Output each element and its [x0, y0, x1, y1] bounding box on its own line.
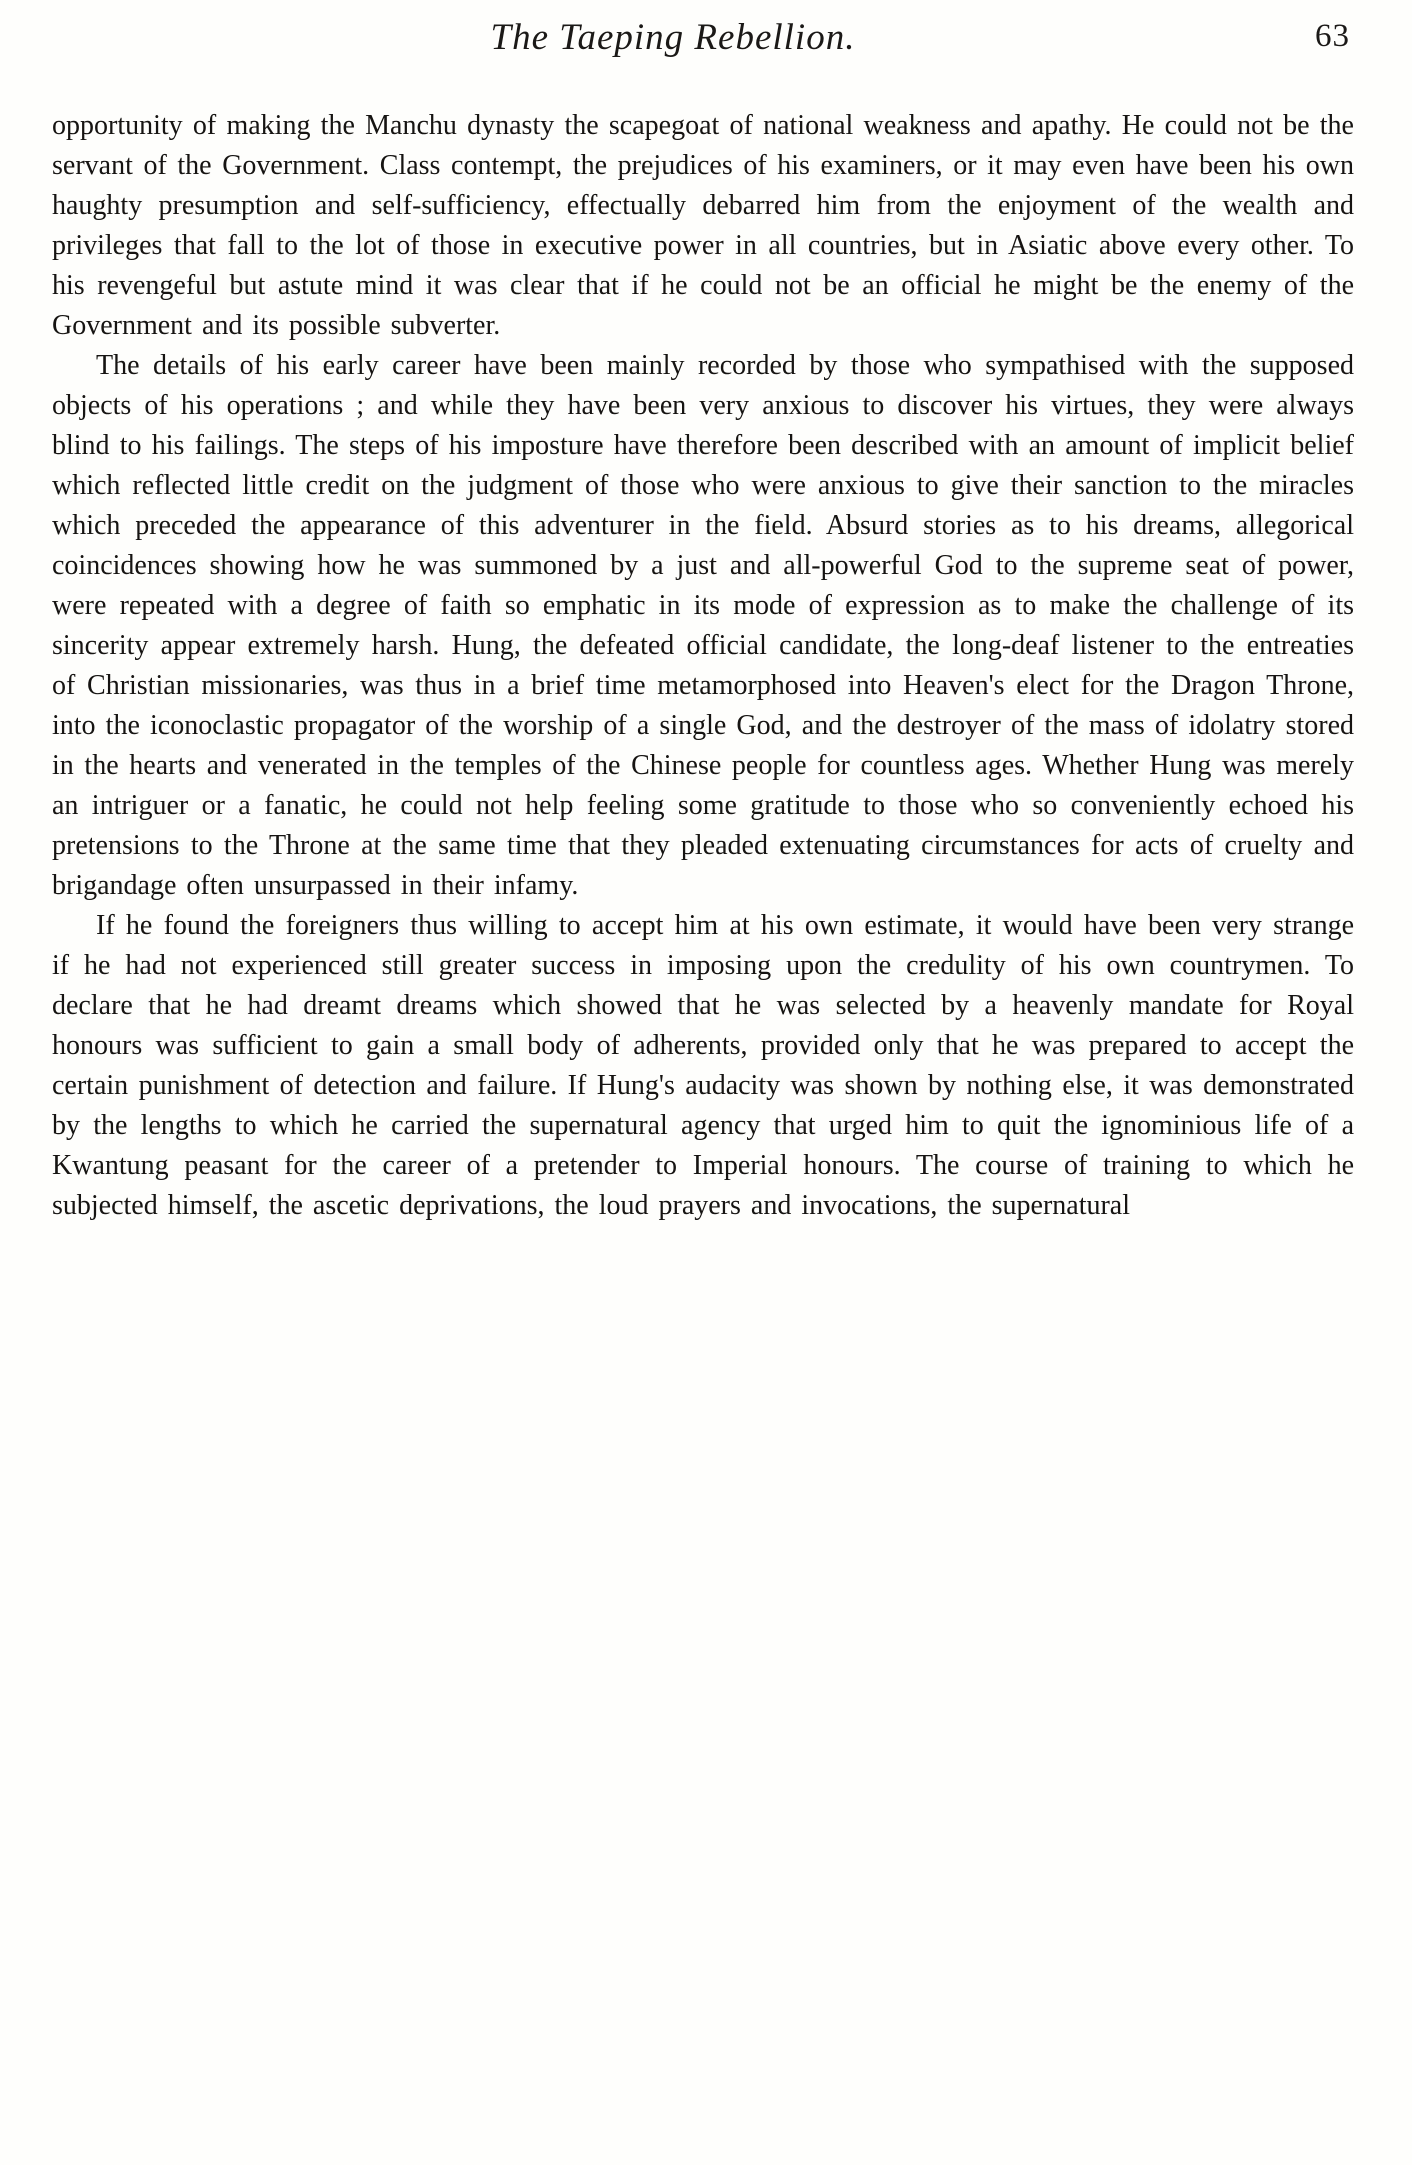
page-body — [52, 106, 1354, 1226]
paragraph-2: The details of his early career have been mainly recorded by those who sympathised with the supposed objects of his operations ; and while they have been very anxious to discover his virtues, they were always blind to his failings. The steps of his imposture have therefore been described with an amount of implicit belief which reflected little credit on the judgment of those who were anxious to give their sanction to the miracles which preceded the appearance of this adventurer in the field. Absurd stories as to his dreams, allegorical coincidences showing how he was summoned by a just and all-powerful God to the supreme seat of power, were repeated with a degree of faith so emphatic in its mode of expression as to make the challenge of its sincerity appear extremely harsh. Hung, the defeated official candidate, the long-deaf listener to the entreaties of Christian missionaries, was thus in a brief time metamorphosed into Heaven's elect for the Dragon Throne, into the iconoclastic propagator of the worship of a single God, and the destroyer of the mass of idolatry stored in the hearts and venerated in the temples of the Chinese people for countless ages. Whether Hung was merely an intriguer or a fanatic, he could not help feeling some gratitude to those who so conveniently echoed his pretensions to the Throne at the same time that they pleaded extenuating circumstances for acts of cruelty and brigandage often unsurpassed in their infamy. — [52, 350, 1354, 901]
running-header — [52, 16, 1354, 70]
running-title: The Taeping Rebellion. — [490, 17, 856, 58]
paragraph-1: opportunity of making the Manchu dynasty the scapegoat of national weakness and apathy. He could not be the servant of the Government. Class contempt, the prejudices of his examiners, or it may even have been his own haughty presumption and self-sufficiency, effectually debarred him from the enjoyment of the wealth and privileges that fall to the lot of those in executive power in all countries, but in Asiatic above every other. To his revengeful but astute mind it was clear that if he could not be an official he might be the enemy of the Government and its possible subverter. — [52, 110, 1354, 341]
page-number: 63 — [1315, 18, 1350, 54]
paragraph-3: If he found the foreigners thus willing to accept him at his own estimate, it would have been very strange if he had not experienced still greater success in imposing upon the credulity of his own countrymen. To declare that he had dreamt dreams which showed that he was selected by a heavenly mandate for Royal honours was sufficient to gain a small body of adherents, provided only that he was prepared to accept the certain punishment of detection and failure. If Hung's audacity was shown by nothing else, it was demonstrated by the lengths to which he carried the supernatural agency that urged him to quit the ignominious life of a Kwantung peasant for the career of a pretender to Imperial honours. The course of training to which he subjected himself, the ascetic deprivations, the loud prayers and invocations, the supernatural — [52, 910, 1354, 1221]
